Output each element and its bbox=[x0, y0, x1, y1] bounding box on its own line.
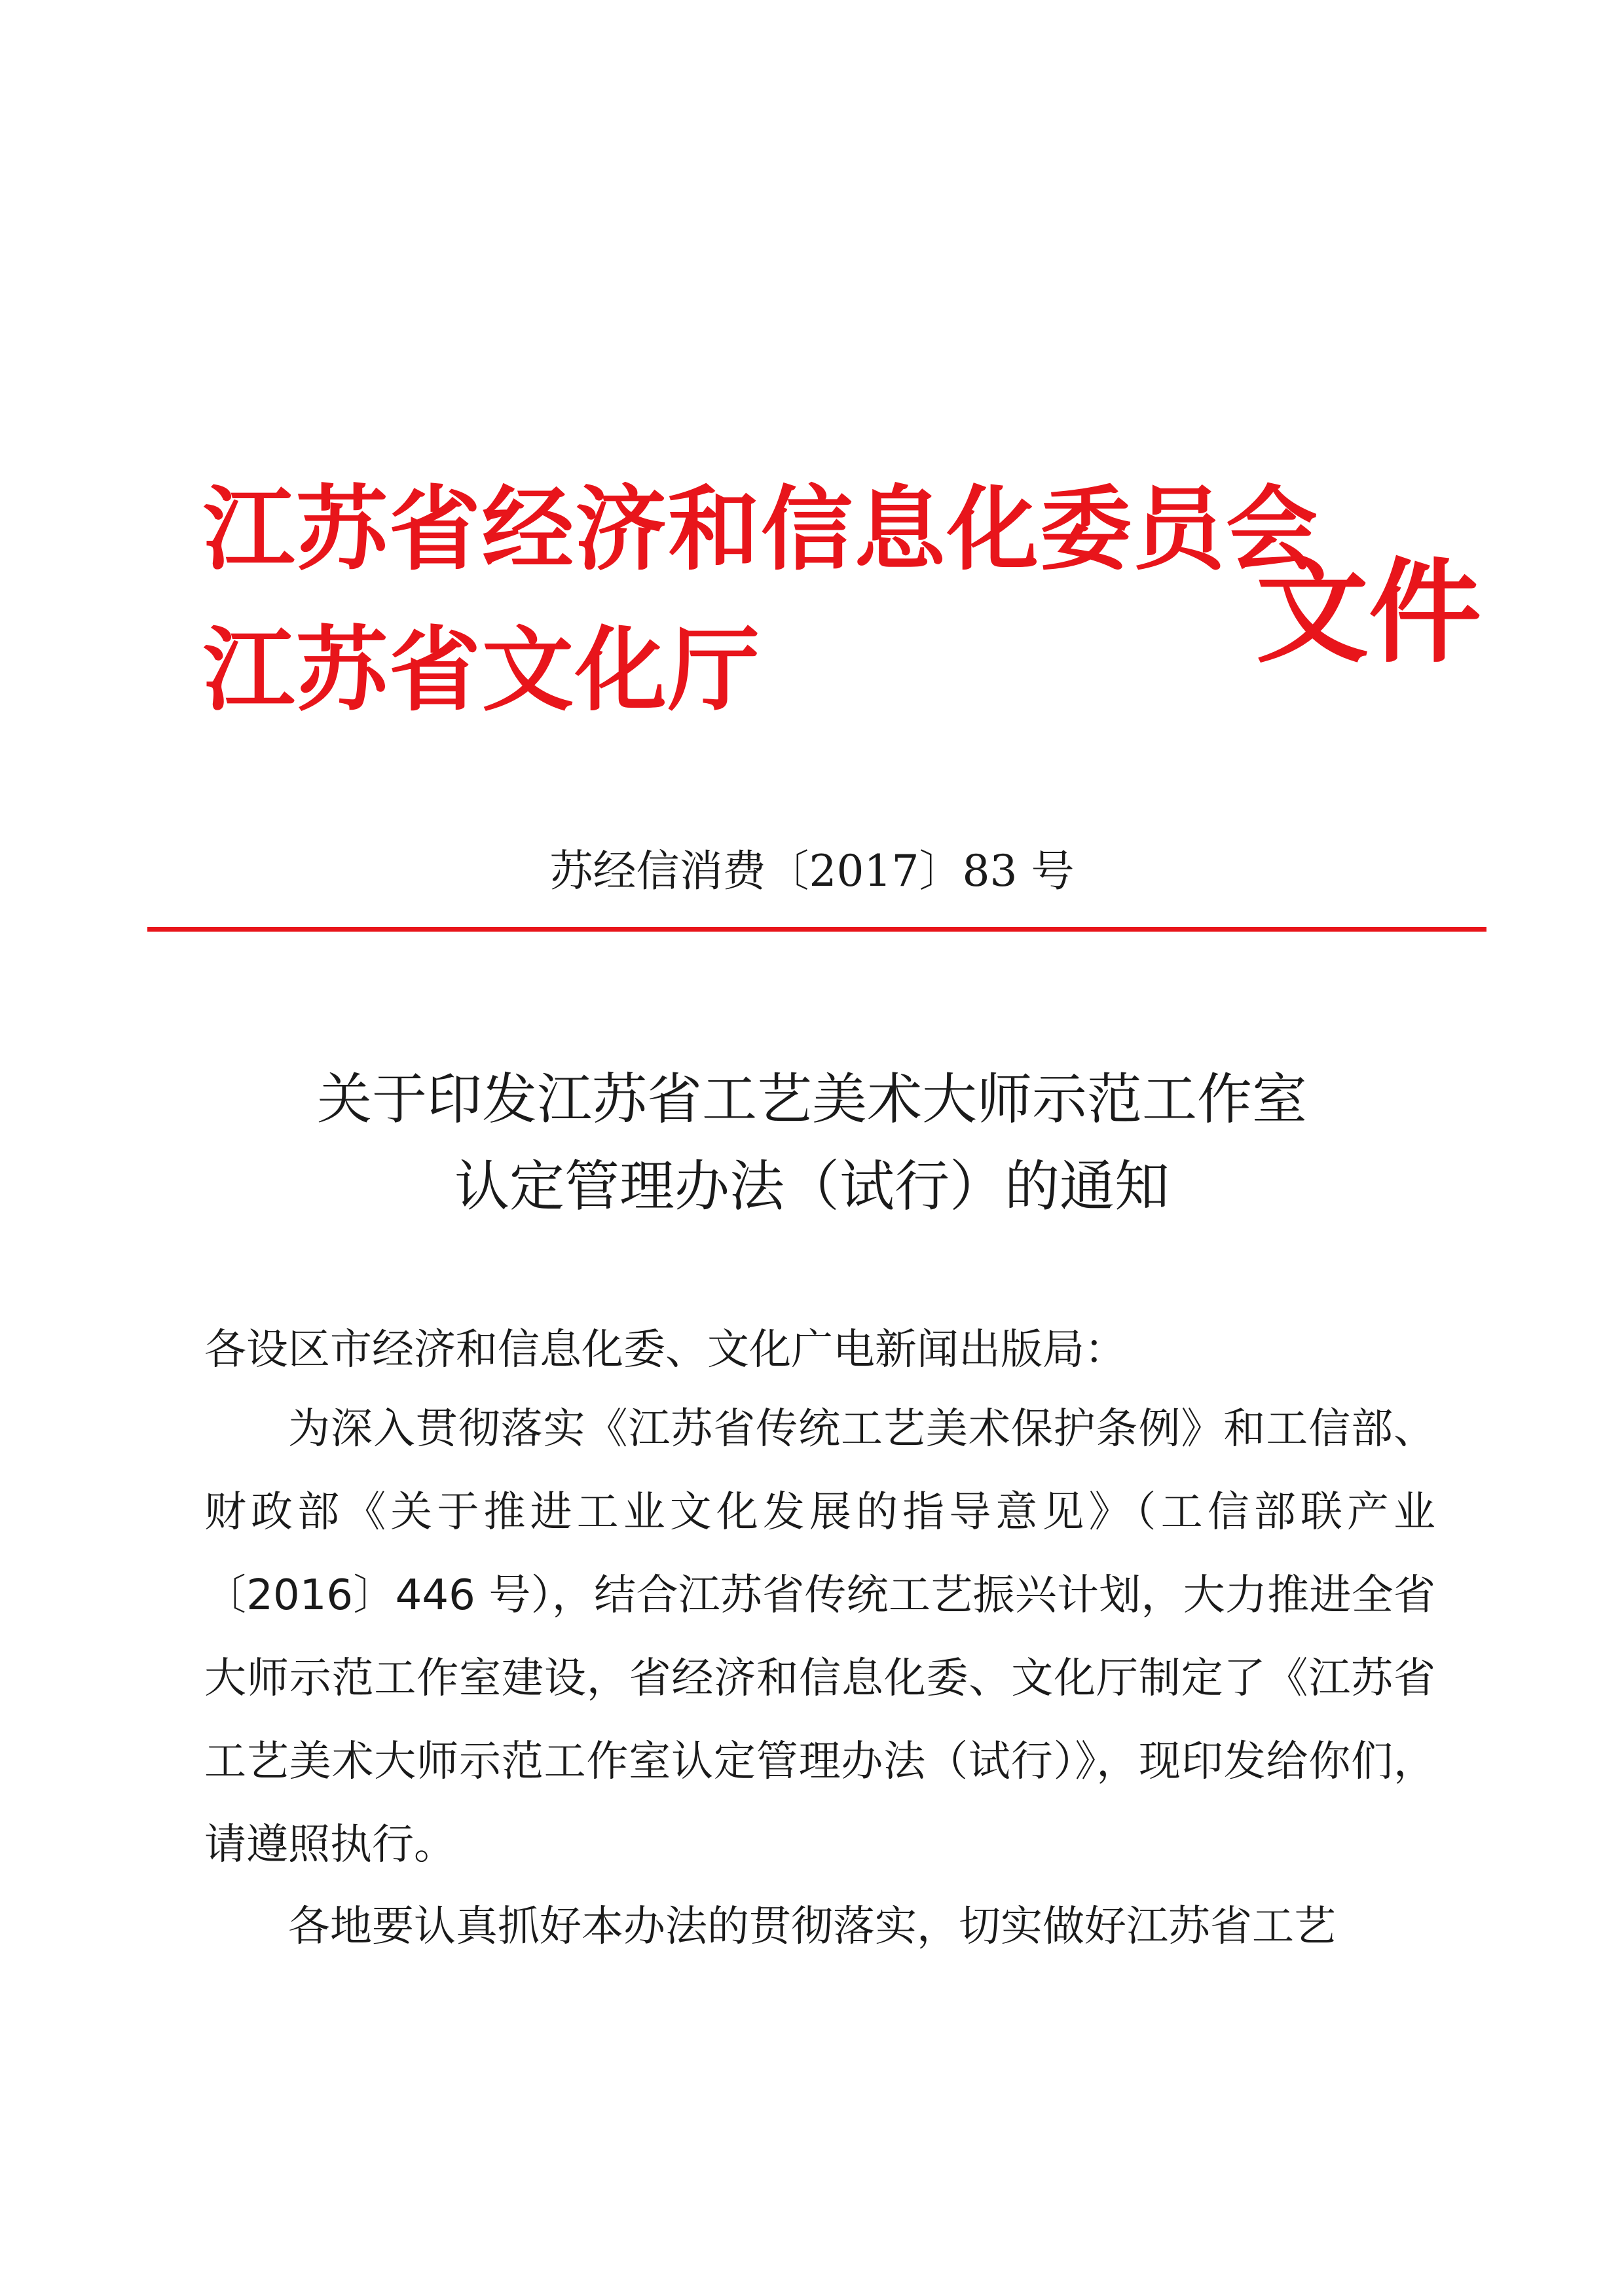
body-paragraph-2: 各地要认真抓好本办法的贯彻落实，切实做好江苏省工艺 bbox=[288, 1903, 1336, 1951]
salutation: 各设区市经济和信息化委、文化广电新闻出版局： bbox=[204, 1326, 1126, 1374]
issuing-org-economic-commission: 江苏省经济和信息化委员会 bbox=[203, 477, 1320, 583]
red-divider-line bbox=[147, 927, 1486, 932]
issuing-org-culture-department: 江苏省文化厅 bbox=[203, 617, 762, 724]
notice-title-line-1: 关于印发江苏省工艺美术大师示范工作室 bbox=[316, 1067, 1307, 1131]
body-paragraph-1: 为深入贯彻落实《江苏省传统工艺美术保护条例》和工信部、财政部《关于推进工业文化发展的指导意见》（工信部联产业〔2016〕446 号），结合江苏省传统工艺振兴计划，大力推进全省大师示范工作室建设，省经济和信息化委、文化厅制定了《江苏省工艺美术大师示范工作室认定管理办法（试行）》，现印发给你们，请遵照执行。 bbox=[204, 1405, 1435, 1869]
document-type-label: 文件 bbox=[1256, 547, 1481, 678]
document-number: 苏经信消费〔2017〕83 号 bbox=[549, 846, 1075, 896]
notice-title-line-2: 认定管理办法（试行）的通知 bbox=[454, 1154, 1170, 1218]
